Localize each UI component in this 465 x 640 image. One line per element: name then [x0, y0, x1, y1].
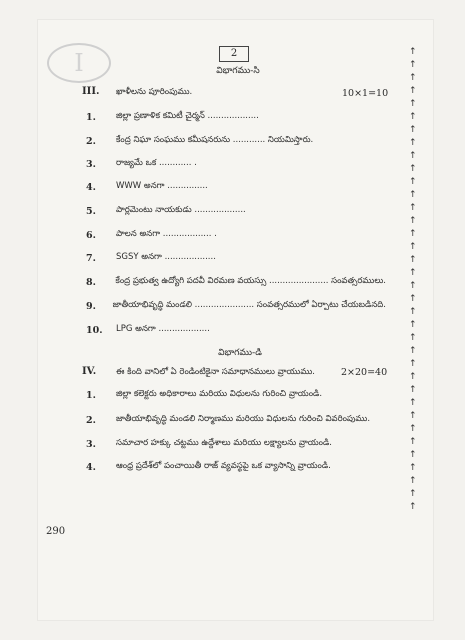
section-d-title: విభాగము-డి	[218, 348, 262, 358]
question-row	[86, 437, 386, 451]
arrow-icon: ↑	[409, 489, 417, 499]
arrow-icon: ↑	[409, 307, 417, 317]
arrow-icon: ↑	[409, 47, 417, 57]
page-number-box: 2	[219, 46, 249, 62]
question-row	[86, 460, 386, 474]
arrow-icon: ↑	[409, 177, 417, 187]
question-text: జాతీయాభివృద్ధి మండలి నిర్మాణము మరియు విధులను గురించి వివరింపుము.	[116, 414, 371, 424]
question-row	[86, 180, 386, 194]
arrow-icon: ↑	[409, 385, 417, 395]
question-row	[86, 204, 386, 218]
arrow-icon: ↑	[409, 476, 417, 486]
arrow-icon: ↑	[409, 398, 417, 408]
question-text: పార్లమెంటు నాయకుడు ...................	[116, 205, 246, 215]
section-c-marks: 10×1=10	[342, 88, 389, 99]
question-row	[86, 228, 386, 242]
question-row	[86, 157, 386, 171]
arrow-icon: ↑	[409, 86, 417, 96]
question-row	[86, 275, 386, 289]
question-text: జిల్లా కలెక్టరు అధికారాలు మరియు విధులను గురించి వ్రాయండి.	[116, 389, 323, 399]
arrow-icon: ↑	[409, 450, 417, 460]
arrow-icon: ↑	[409, 99, 417, 109]
arrow-icon: ↑	[409, 424, 417, 434]
arrow-icon: ↑	[409, 60, 417, 70]
arrow-icon: ↑	[409, 411, 417, 421]
question-text: పాలన అనగా .................. .	[116, 229, 217, 239]
question-number: 3.	[86, 438, 96, 450]
question-text: జిల్లా ప్రణాళిక కమిటీ చైర్మన్ ...................	[116, 111, 259, 121]
arrow-icon: ↑	[409, 125, 417, 135]
page-footer-number: 290	[46, 526, 66, 537]
question-number: 5.	[86, 205, 96, 217]
arrow-icon: ↑	[409, 372, 417, 382]
arrow-icon: ↑	[409, 216, 417, 226]
question-number: 4.	[86, 181, 96, 193]
question-number: 7.	[86, 252, 96, 264]
section-c-instruction: ఖాళీలను పూరింపుము.	[116, 87, 193, 97]
question-text: రాజ్యమే ఒక ............ .	[116, 158, 197, 168]
question-row	[86, 413, 386, 427]
question-number: 3.	[86, 158, 96, 170]
arrow-icon: ↑	[409, 255, 417, 265]
arrow-icon: ↑	[409, 346, 417, 356]
arrow-icon: ↑	[409, 203, 417, 213]
question-text: SGSY అనగా ...................	[116, 252, 216, 262]
question-row	[86, 299, 386, 313]
arrow-icon: ↑	[409, 112, 417, 122]
question-row	[86, 134, 386, 148]
question-number: 10.	[86, 324, 103, 336]
section-d-marks: 2×20=40	[341, 367, 388, 378]
question-number: 4.	[86, 461, 96, 473]
arrow-icon: ↑	[409, 151, 417, 161]
arrow-icon: ↑	[409, 268, 417, 278]
section-d-instruction: ఈ కింది వానిలో ఏ రెండింటికైనా సమాధానములు వ్రాయుము.	[116, 367, 316, 377]
arrow-icon: ↑	[409, 359, 417, 369]
question-number: 8.	[86, 276, 96, 288]
arrow-icon: ↑	[409, 294, 417, 304]
arrow-icon: ↑	[409, 190, 417, 200]
question-number: 1.	[86, 389, 96, 401]
question-text: కేంద్ర నిఘా సంఘము కమీషనరును ............ నియమిస్తారు.	[116, 135, 314, 145]
arrow-icon: ↑	[409, 437, 417, 447]
question-number: 2.	[86, 414, 96, 426]
question-row	[86, 251, 386, 265]
question-text: కేంద్ర ప్రభుత్వ ఉద్యోగి పదవీ విరమణ వయస్సు ...................... సంవత్సరములు.	[115, 276, 386, 286]
arrow-icon: ↑	[409, 242, 417, 252]
section-d-roman: IV.	[82, 366, 97, 377]
question-text: ఆంధ్ర ప్రదేశ్‌లో పంచాయితీ రాజ్ వ్యవస్థపై ఒక వ్యాసాన్ని వ్రాయండి.	[116, 461, 331, 471]
question-number: 9.	[86, 300, 96, 312]
arrow-icon: ↑	[409, 138, 417, 148]
question-text: LPG అనగా ...................	[116, 324, 210, 334]
question-text: సమాచార హక్కు చట్టము ఉద్దేశాలు మరియు లక్ష్యాలను వ్రాయండి.	[116, 438, 332, 448]
margin-arrow-column	[409, 46, 419, 514]
arrow-icon: ↑	[409, 333, 417, 343]
section-c-title: విభాగము-సి	[216, 66, 260, 76]
arrow-icon: ↑	[409, 229, 417, 239]
section-c-roman: III.	[82, 86, 100, 97]
question-number: 6.	[86, 229, 96, 241]
question-text: జాతీయాభివృద్ధి మండలి ...................... సంవత్సరములో ఏర్పాటు చేయబడినది.	[112, 300, 386, 310]
arrow-icon: ↑	[409, 502, 417, 512]
question-row	[86, 323, 386, 337]
question-number: 2.	[86, 135, 96, 147]
arrow-icon: ↑	[409, 463, 417, 473]
arrow-icon: ↑	[409, 73, 417, 83]
watermark-logo	[47, 43, 111, 83]
arrow-icon: ↑	[409, 164, 417, 174]
question-row	[86, 110, 386, 124]
question-text: WWW అనగా ...............	[116, 181, 208, 191]
watermark-text: I	[74, 49, 84, 77]
arrow-icon: ↑	[409, 281, 417, 291]
question-number: 1.	[86, 111, 96, 123]
arrow-icon: ↑	[409, 320, 417, 330]
question-row	[86, 388, 386, 402]
